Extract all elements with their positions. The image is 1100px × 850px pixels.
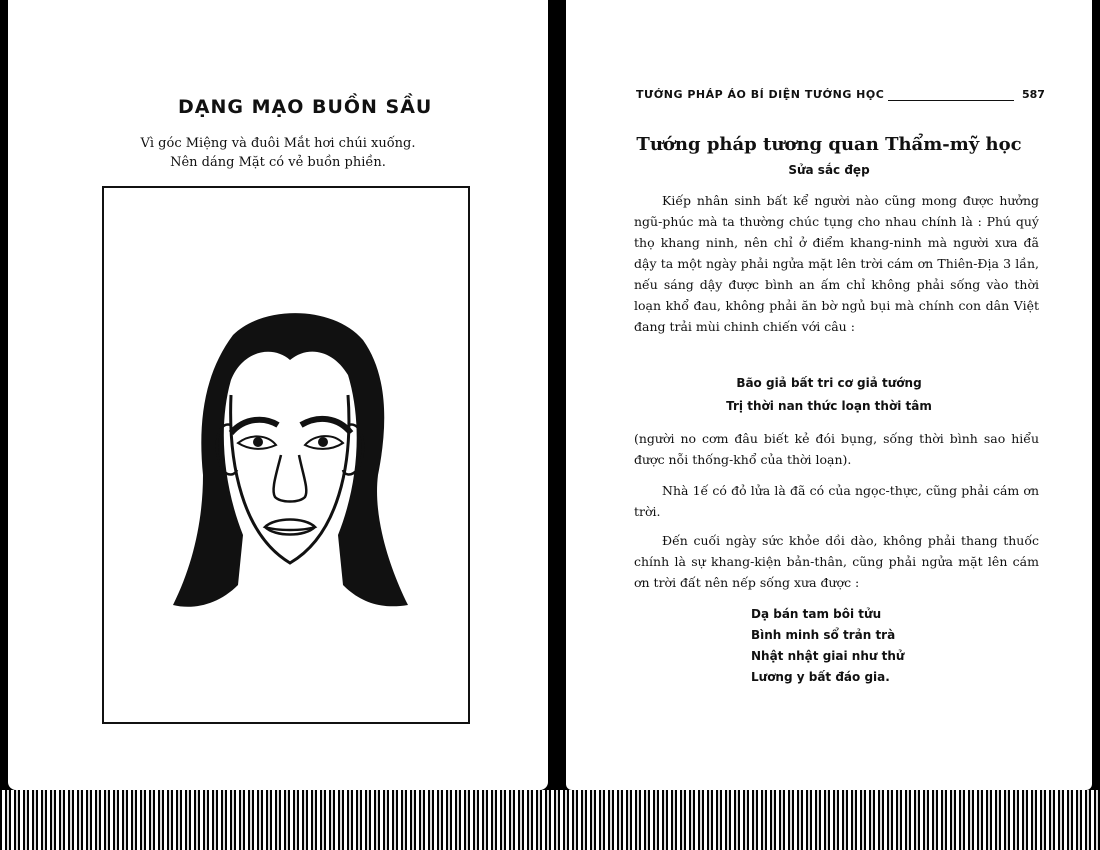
verse-block [566, 372, 1092, 418]
poem-line: Nhật nhật giai như thử [751, 649, 905, 663]
verse-line-2: Trị thời nan thức loạn thời tâm [726, 399, 932, 413]
paragraph-2: (người no cơm đâu biết kẻ đói bụng, sống thời bình sao hiểu được nỗi thống-khổ của thời loạn). [634, 431, 1039, 467]
running-header: TƯỚNG PHÁP ÁO BÍ DIỆN TƯỚNG HỌC [636, 88, 885, 101]
right-page [566, 0, 1092, 790]
page-title: DẠNG MẠO BUỒN SẦU [178, 96, 433, 118]
paragraph-3: Nhà 1ế có đỏ lửa là đã có của ngọc-thực, cũng phải cám ơn trời. [634, 483, 1039, 519]
scan-edge-strip [0, 790, 1100, 850]
verse-line-1: Bão giả bất tri cơ giả tướng [736, 376, 922, 390]
poem-line: Dạ bán tam bôi tửu [751, 607, 882, 621]
poem-block [751, 604, 904, 688]
section-subtitle: Sửa sắc đẹp [788, 163, 870, 177]
header-rule [888, 100, 1014, 101]
sad-face-illustration [173, 305, 408, 615]
caption-line-1: Vì góc Miệng và đuôi Mắt hơi chúi xuống. [140, 136, 416, 151]
poem-line: Bình minh sổ trản trà [751, 628, 896, 642]
paragraph-4: Đến cuối ngày sức khỏe dồi dào, không phải thang thuốc chính là sự khang-kiện bản-thân, cũng phải ngửa mặt lên cám ơn trời đất nên nếp sống xưa được : [634, 533, 1039, 590]
page-number: 587 [1022, 88, 1045, 101]
section-title: Tướng pháp tương quan Thẩm-mỹ học [636, 134, 1022, 155]
caption-line-2: Nên dáng Mặt có vẻ buồn phiền. [170, 155, 386, 170]
left-page [8, 0, 548, 790]
poem-line: Lương y bất đáo gia. [751, 670, 890, 684]
paragraph-1: Kiếp nhân sinh bất kể người nào cũng mong được hưởng ngũ-phúc mà ta thường chúc tụng cho nhau chính là : Phú quý thọ khang ninh, nên chỉ ở điểm khang-ninh mà người xưa đã dậy ta một ngày phải ngửa mặt lên trời cám ơn Thiên-Địa 3 lần, nếu sáng dậy được bình an ấm chỉ không phải sống vào thời loạn khổ đau, không phải ăn bờ ngủ bụi mà chính con dân Việt đang trải mùi chinh chiến với câu : [634, 193, 1039, 334]
